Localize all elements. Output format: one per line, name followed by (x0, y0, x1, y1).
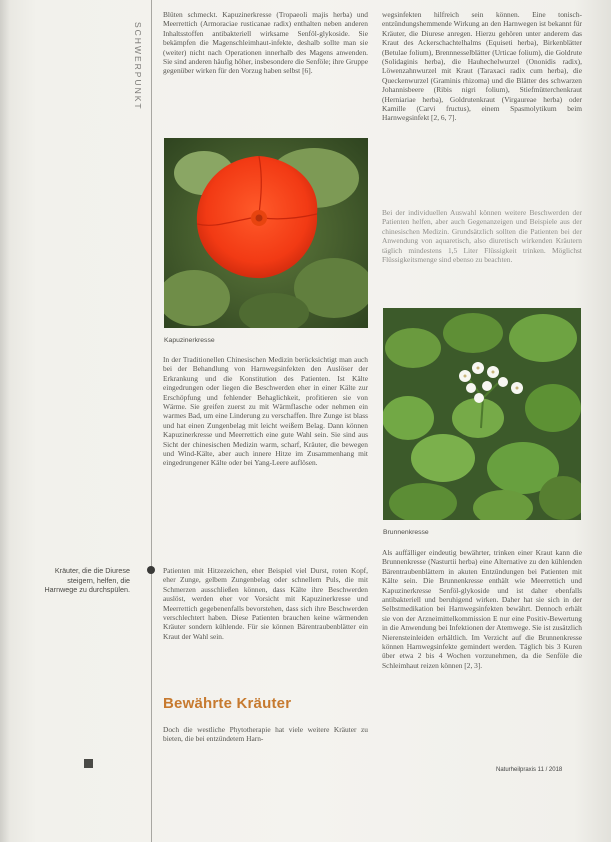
watercress-photo (383, 308, 581, 520)
text-block-bottom: Doch die westliche Phytotherapie hat viele weitere Kräuter zu bieten, die bei entzündetem Harn- (163, 725, 368, 744)
text-block-tcm: In der Traditionellen Chinesischen Medizin berücksichtigt man auch bei der Behandlung von Harnwegsinfekten den Auslöser der Erkrankung und die Konstitution des Patienten. Ist Kälte eingedrungen oder liegen die Beschwerden eher in einer Kälte zur Erschöpfung und fehlender Behaglichkeit, profitieren sie von Wärme. Sie greifen zuerst zu mit Wärmflasche oder nehmen ein warmes Bad, um eine Linderung zu verschaffen. Ihre Zunge ist blass und hat einen Zungenbelag mit leicht weißem Belag. Dann können Kapuzinerkresse und Meerrettich eine gute Wahl sein. Sie sind aus Sicht der chinesischen Medizin warm, scharf, Kräuter, die bewegen und Wind-Kälte, aber auch innere Hitze im Zusammenhang mit eingedrungener Kälte oder bei Yang-Leere auflösen. (163, 355, 368, 468)
section-heading: Bewährte Kräuter (163, 695, 292, 712)
page-footer: Naturheilpraxis 11 / 2018 (496, 767, 563, 773)
side-note-bullet (147, 566, 155, 574)
text-block-right-2: Bei der individuellen Auswahl können weitere Beschwerden der Patienten helfen, aber auch Gegenanzeigen und Beispiele aus der chinesischen Medizin. Grundsätzlich sollten die Patienten bei der Anwendung von aquaretisch, also diuretisch wirkenden Kräutern täglich mindestens 1,5 Liter Flüssigkeit trinken. Möglichst Flüssigkeitsmenge sind ebenso zu beachten. (382, 208, 582, 265)
nasturtium-caption: Kapuzinerkresse (164, 337, 215, 344)
nasturtium-photo (164, 138, 368, 328)
section-label: SCHWERPUNKT (133, 22, 143, 111)
fold-shadow (0, 0, 10, 842)
text-block-right-3: Als auffälliger eindeutig bewährter, trinken einer Kraut kann die Brunnenkresse (Nasturtii herba) eine Alternative zu den kühlenden Bärentraubenblättern in akuten Entzündungen bei Patienten mit Kälte sein. Die Brunnenkresse enthält wie Meerrettich und Kapuzinerkresse Senföl-glykoside und ist daher ebenfalls antibakteriell und beruhigend wirken. Daher hat sie sich in der Selbstmedikation bei Harnwegsinfekten bewährt. Dennoch erhält sie von der Arzneimittelkommission E nur eine Positiv-Bewertung in die Anwendung bei Infektionen der Atemwege. Sie ist zusätzlich Nierensteinleiden erhältlich. Im Verzicht auf die Brunnenkresse können Harnwegsinfekte gemindert werden. Täglich bis 3 Kuren über etwa 2 bis 4 Wochen vorzunehmen, da die Senföle die Schleimhaut reizen können [2, 3]. (382, 548, 582, 670)
watercress-caption: Brunnenkresse (383, 529, 429, 536)
page-number-marker (84, 759, 93, 768)
text-block-mid-top: Blüten schmeckt. Kapuzinerkresse (Tropaeoli majis herba) und Meerrettich (Armoraciae rusticanae radix) enthalten neben anderen Inhaltsstoffen antibakteriell wirksame Senföl-glykoside. Sie bekämpfen die Magenschleimhaut-infekte, deshalb sollte man sie (weiter) nicht nach Operationen innerhalb des Magens anwenden. Sie sind anderen häufig höher, insbesondere die Senföle; ihre Gruppe gegenüber wirken für den Vorzug haben selbst [6]. (163, 10, 368, 76)
column-rule (151, 0, 152, 842)
side-note: Kräuter, die die Diurese steigern, helfen, die Harnwege zu durchspülen. (44, 566, 130, 595)
text-block-hitze: Patienten mit Hitzezeichen, eher Beispiel viel Durst, roten Kopf, eher Zunge, gelbem Zungenbelag oder schnellem Puls, die mit Schmerzen ausschließen können, dass Kälte ihre Beschwerden auslöst, werden eher vor Vorsicht mit Kapuzinerkresse und Meerrettich gegebenenfalls bevorstehen, dass sich ihre Beschwerden verschlechtert haben. Diese Patienten brauchen keine wärmenden Kräuter sondern kühlende. Für sie können Bärentraubenblätter ein Kraut der Wahl sein. (163, 566, 368, 641)
text-block-right-top: wegsinfekten hilfreich sein können. Eine tonisch-entzündungshemmende Wirkung an den Harnwegen ist bekannt für Kräuter, die Diurese anregen. Hierzu gehören unter anderem das Kraut des Ackerschachtelhalms (Equiseti herba), Birkenblätter (Betulae folium), Brennnesselblätter (Urticae folium), die Goldrute (Solidaginis herba), die Hauhechelwurzel (Ononidis radix), Löwenzahnwurzel mit Kraut (Taraxaci radix cum herba), die Queckenwurzel (Graminis rhizoma) und die Blätter des schwarzen Johannisbeere (Ribis nigri folium), Stiefmütterchenkraut (Herniariae herba), Goldrutenkraut (Virgaureae herba) oder Kamille (Carvi fructus), einem Spasmolytikum beim Harnwegsinfekt [2, 6, 7]. (382, 10, 582, 123)
